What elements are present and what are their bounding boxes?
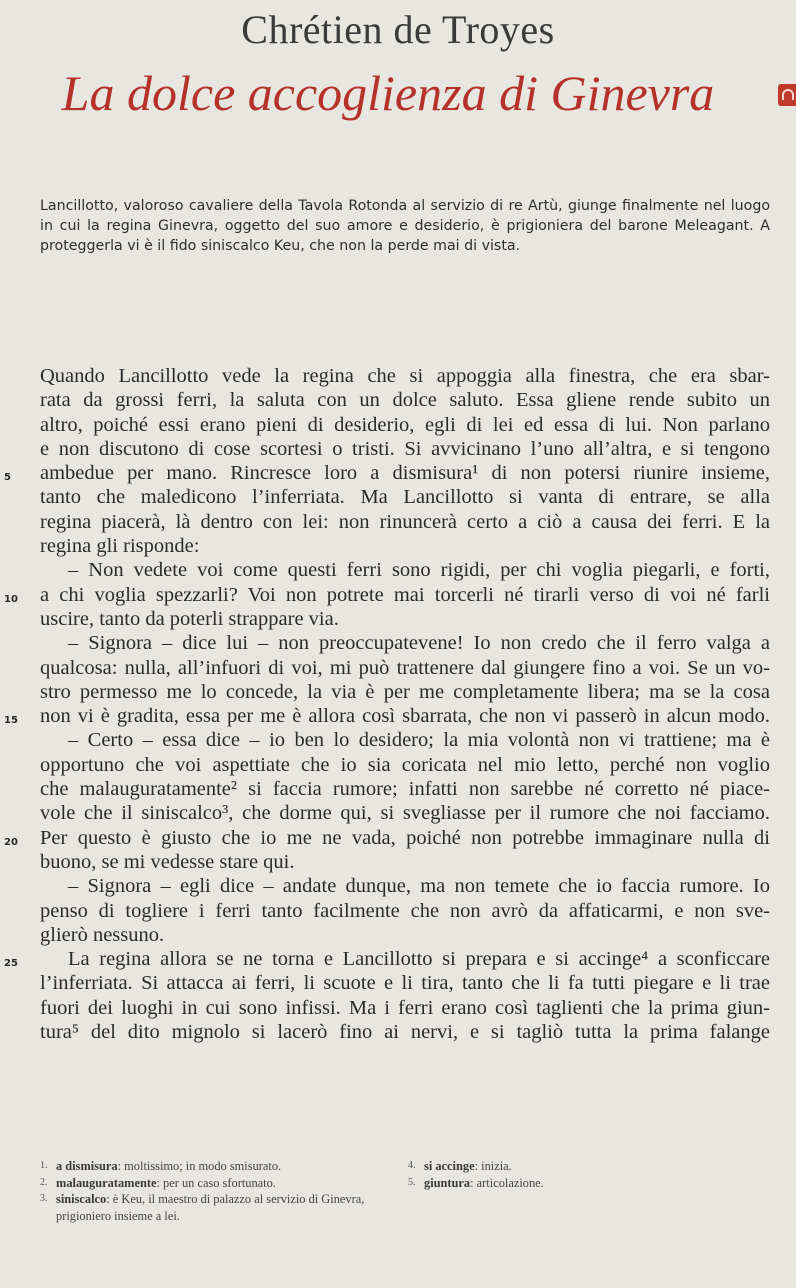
- line-text: – Certo – essa dice – io ben lo desidero; la mia volontà non vi trattiene; ma è: [68, 729, 770, 752]
- text-line: [40, 607, 770, 631]
- text-line: [40, 364, 770, 388]
- footnote-definition: : è Keu, il maestro di palazzo al servizio di Ginevra, prigioniero insieme a lei.: [56, 1192, 365, 1223]
- footnote-number: 4.: [408, 1160, 416, 1171]
- line-text: tura⁵ del dito mignolo si lacerò fino ai nervi, e si tagliò tutta la prima falange: [40, 1021, 770, 1044]
- footnote-number: 3.: [40, 1193, 48, 1204]
- line-text: – Signora – egli dice – andate dunque, ma non temete che io faccia rumore. Io: [68, 875, 770, 898]
- text-line: [4, 826, 770, 850]
- line-text: non vi è gradita, essa per me è allora così sbarrata, che non vi passerò in alcun modo.: [40, 705, 770, 728]
- line-text: uscire, tanto da poterli strappare via.: [40, 607, 339, 630]
- footnote: [40, 1191, 390, 1224]
- intro-paragraph: Lancillotto, valoroso cavaliere della Tavola Rotonda al servizio di re Artù, giunge finalmente nel luogo in cui la regina Ginevra, oggetto del suo amore e desiderio, è prigioniera del barone Meleagant. A proteggerla vi è il fido siniscalco Keu, che non la perde mai di vista.: [40, 198, 770, 254]
- footnote: [408, 1175, 770, 1192]
- line-text: stro permesso me lo concede, la via è per me completamente libera; ma se la cosa: [40, 680, 770, 703]
- line-text: ambedue per mano. Rincresce loro a dismisura¹ di non potersi riunire insieme,: [40, 462, 770, 485]
- line-text: regina piacerà, là dentro con lei: non rinuncerà certo a ciò a causa dei ferri. E la: [40, 510, 770, 533]
- footnote-number: 1.: [40, 1160, 48, 1171]
- line-text: l’inferriata. Si attacca ai ferri, li scuote e li tira, tanto che li fa tutti piegare e li trae: [40, 972, 770, 995]
- footnote: [40, 1175, 390, 1192]
- footnote-number: 5.: [408, 1176, 416, 1188]
- footnote-definition: : inizia.: [474, 1159, 512, 1173]
- line-number: 5: [4, 472, 11, 484]
- line-text: glierò nessuno.: [40, 923, 165, 946]
- line-text: La regina allora se ne torna e Lancillotto si prepara e si accinge⁴ a sconficcare: [68, 948, 770, 971]
- line-text: rata da grossi ferri, la saluta con un dolce saluto. Essa gliene rende subito un: [40, 389, 770, 412]
- text-line: [40, 971, 770, 995]
- text-line: [40, 801, 770, 825]
- author-heading: Chrétien de Troyes: [241, 7, 555, 52]
- text-line: [4, 704, 770, 728]
- text-line: [4, 583, 770, 607]
- line-text: a chi voglia spezzarli? Voi non potrete mai torcerli né tirarli verso di voi né farli: [40, 583, 770, 606]
- text-line: [40, 510, 770, 534]
- text-line: [40, 899, 770, 923]
- line-text: penso di togliere i ferri tanto facilmente che non avrò da affaticarmi, e non sve-: [40, 899, 770, 922]
- footnotes-left-column: [40, 1158, 390, 1224]
- footnote-definition: : per un caso sfortunato.: [156, 1175, 276, 1190]
- text-line: [40, 680, 770, 704]
- text-line: [4, 461, 770, 485]
- text-line: [40, 728, 770, 752]
- text-line: [4, 947, 770, 971]
- text-line: [40, 1020, 770, 1044]
- line-text: tanto che maledicono l’inferriata. Ma Lancillotto si vanta di entrare, se alla: [40, 486, 770, 509]
- line-text: e non discutono di cose scortesi o tristi. Si avvicinano l’uno all’altra, e si tengono: [40, 437, 770, 460]
- line-text: – Non vedete voi come questi ferri sono rigidi, per chi voglia piegarli, e forti,: [68, 559, 770, 582]
- text-line: [40, 558, 770, 582]
- line-text: opportuno che voi aspettiate che io sia coricata nel mio letto, perché non voglio: [40, 753, 770, 776]
- line-text: altro, poiché essi erano pieni di desiderio, egli di lei ed essa di lui. Non parlano: [40, 413, 770, 436]
- line-text: buono, se mi vedesse stare qui.: [40, 850, 295, 873]
- text-line: [40, 874, 770, 898]
- line-text: qualcosa: nulla, all’infuori di voi, mi può trattenere dal giungere fino a voi. Se un vo-: [40, 656, 770, 679]
- corner-tab-icon: [778, 84, 796, 106]
- text-line: [40, 388, 770, 412]
- line-text: vole che il siniscalco³, che dorme qui, si svegliasse per il rumore che noi facciamo.: [40, 802, 770, 825]
- text-line: [40, 631, 770, 655]
- text-line: [40, 777, 770, 801]
- footnote-term: si accinge: [424, 1159, 475, 1173]
- text-line: [40, 485, 770, 509]
- main-text: [4, 364, 770, 1044]
- text-line: [40, 656, 770, 680]
- text-line: [40, 850, 770, 874]
- text-line: [40, 534, 770, 558]
- footnote-definition: : articolazione.: [470, 1175, 544, 1190]
- line-text: regina gli risponde:: [40, 535, 200, 558]
- text-line: [40, 996, 770, 1020]
- line-text: Quando Lancillotto vede la regina che si appoggia alla finestra, che era sbar-: [40, 365, 770, 387]
- footnote: [40, 1158, 390, 1175]
- page-title: La dolce accoglienza di Ginevra: [61, 65, 715, 121]
- text-line: [40, 753, 770, 777]
- text-line: [40, 923, 770, 947]
- text-line: [40, 437, 770, 461]
- line-number: 15: [4, 715, 18, 727]
- line-number: 20: [4, 836, 18, 848]
- footnote-term: giuntura: [424, 1175, 471, 1190]
- line-number: 10: [4, 593, 18, 605]
- line-text: – Signora – dice lui – non preoccupatevene! Io non credo che il ferro valga a: [68, 632, 770, 655]
- footnote-definition: : moltissimo; in modo smisurato.: [117, 1159, 282, 1173]
- footnotes-right-column: [408, 1158, 770, 1191]
- line-text: fuori dei luoghi in cui sono infissi. Ma i ferri erano così taglienti che la prima giun-: [40, 996, 770, 1019]
- footnote-term: siniscalco: [56, 1192, 107, 1206]
- line-text: Per questo è giusto che io me ne vada, poiché non potrebbe immaginare nulla di: [40, 826, 770, 849]
- footnote-number: 2.: [40, 1176, 48, 1188]
- text-line: [40, 413, 770, 437]
- footnote-term: malauguratamente: [56, 1175, 157, 1190]
- footnote-term: a dismisura: [56, 1159, 118, 1173]
- line-number: 25: [4, 958, 18, 970]
- footnote: [408, 1158, 770, 1175]
- line-text: che malauguratamente² si faccia rumore; infatti non sarebbe né corretto né piace-: [40, 778, 770, 801]
